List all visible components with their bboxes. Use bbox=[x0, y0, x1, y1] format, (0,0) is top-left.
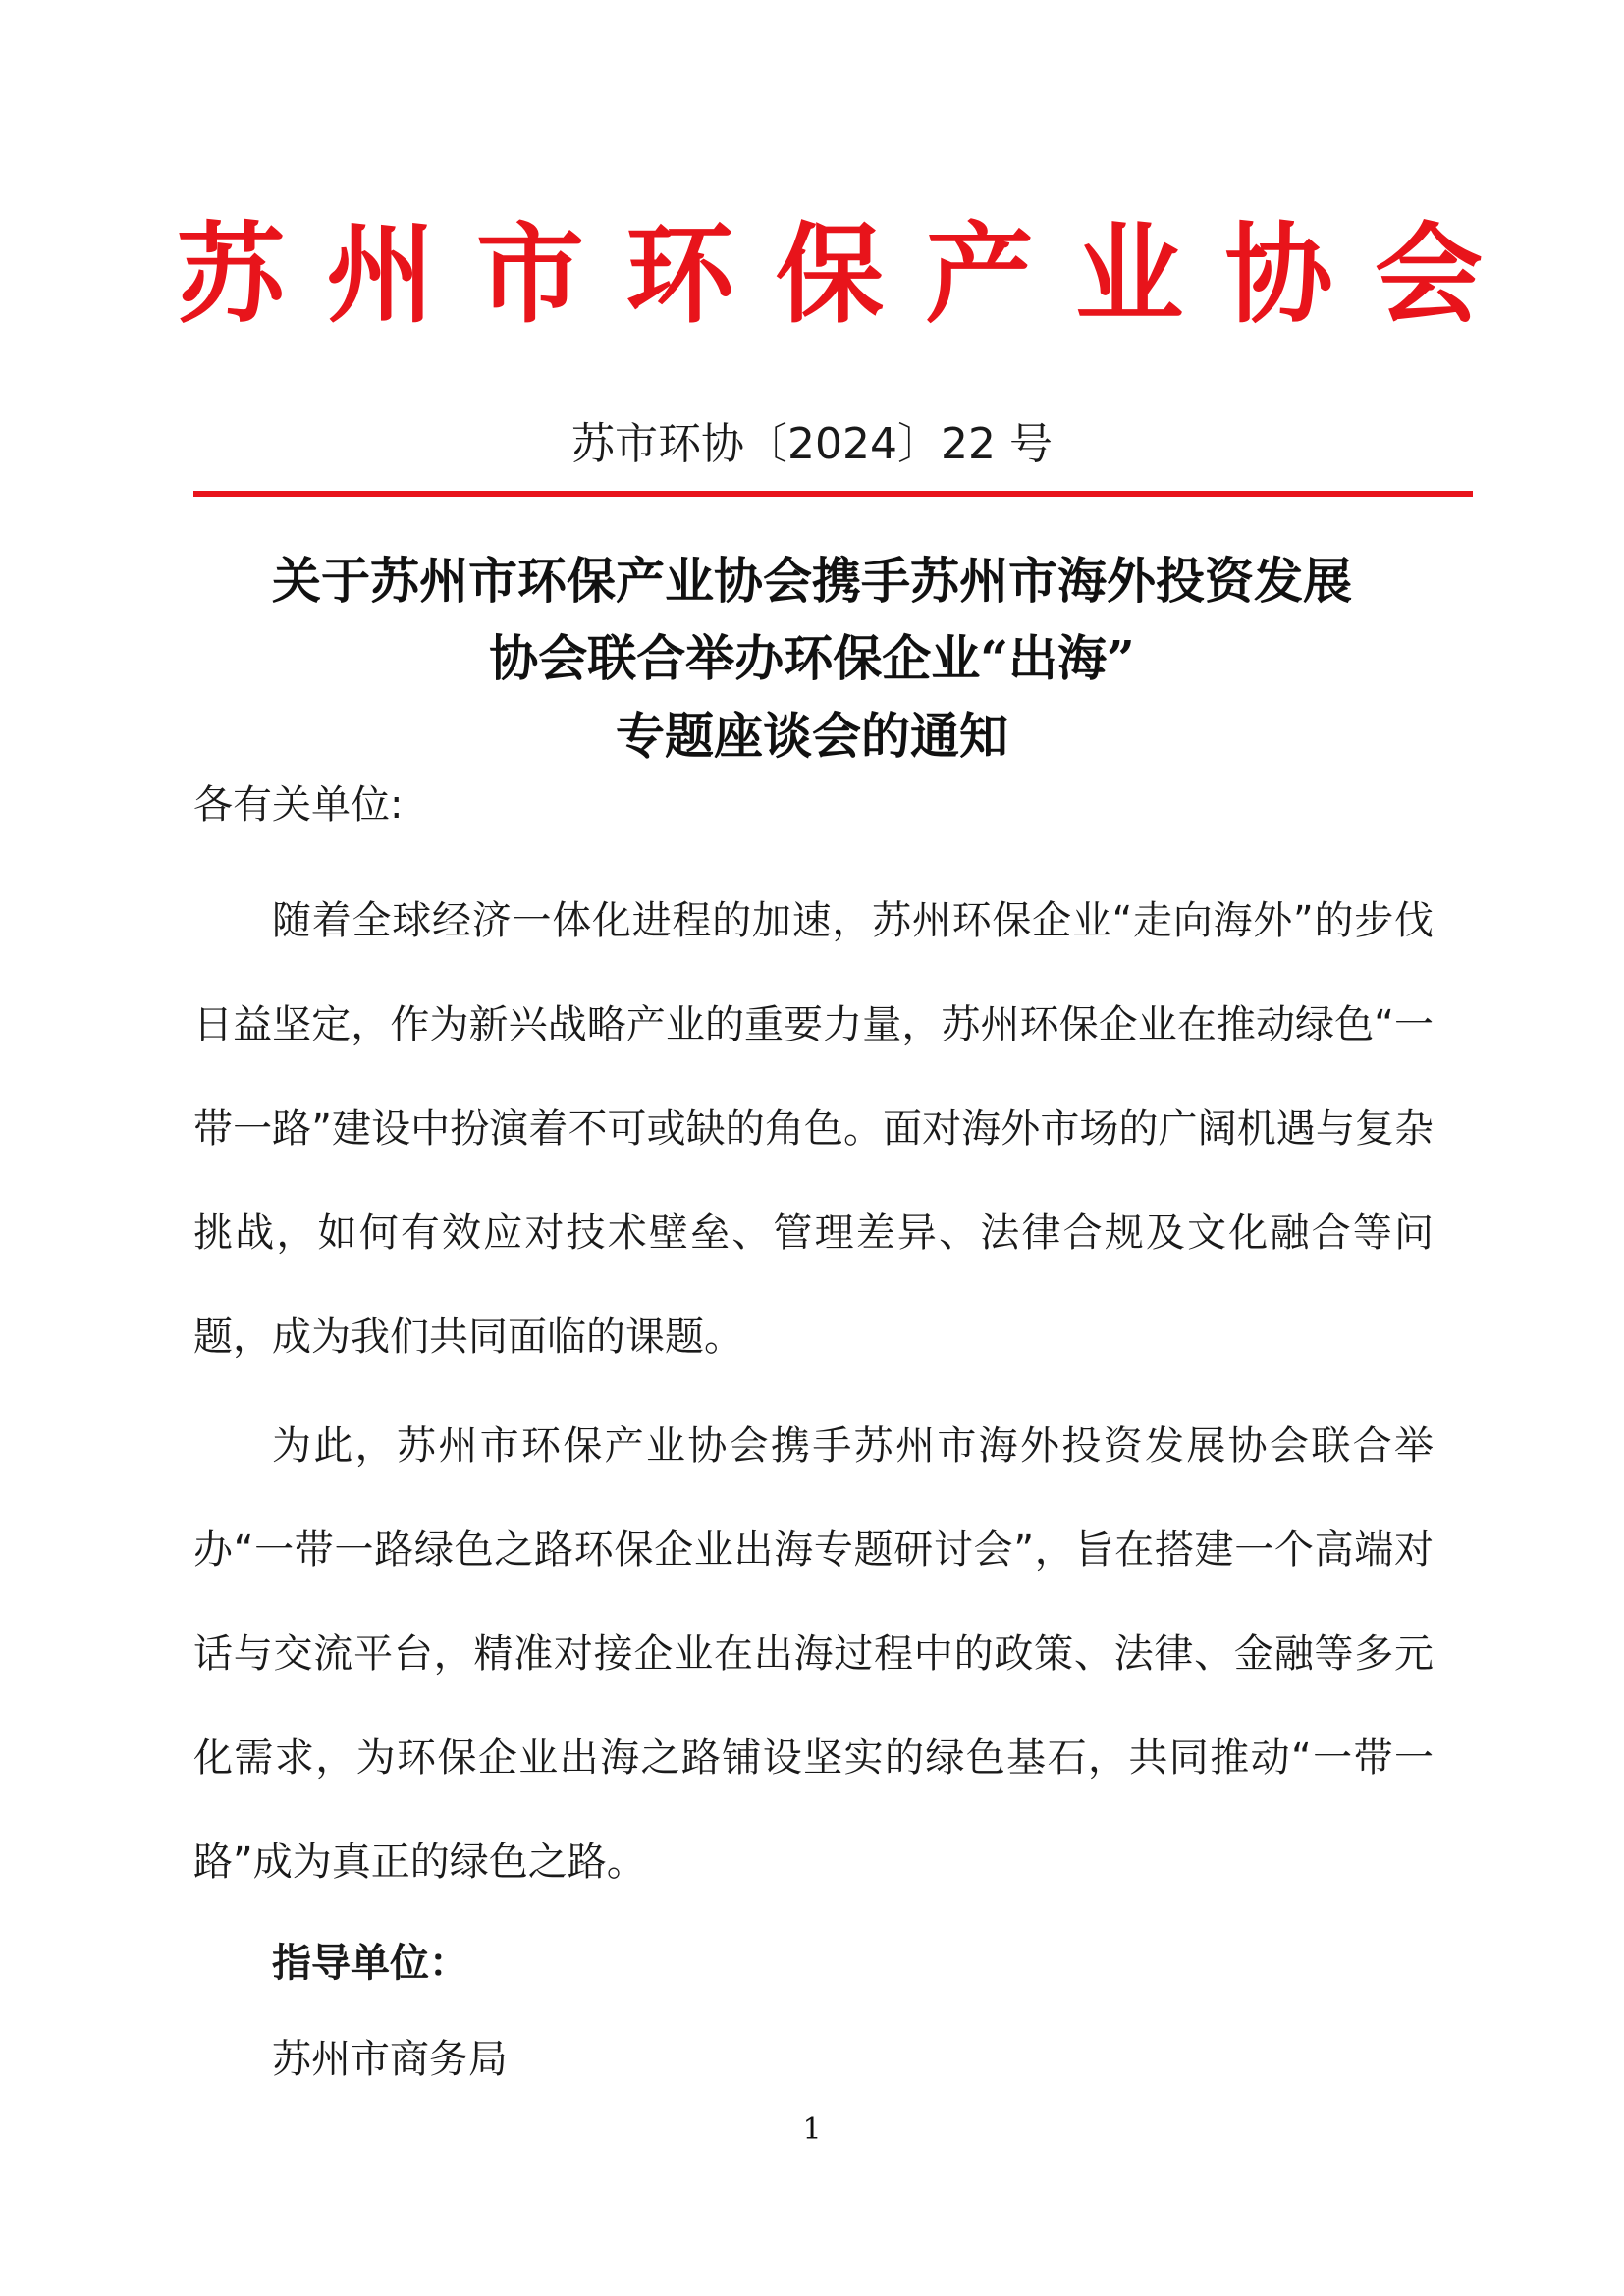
masthead-title bbox=[177, 211, 1483, 339]
salutation: 各有关单位: bbox=[193, 782, 404, 828]
guiding-unit-label: 指导单位： bbox=[272, 1941, 468, 1986]
masthead-char: 苏 bbox=[177, 211, 285, 338]
title-line: 协会联合举办环保企业“出海” bbox=[489, 629, 1135, 687]
page-number: 1 bbox=[802, 2112, 822, 2147]
notice-title bbox=[147, 542, 1477, 774]
masthead-char: 环 bbox=[625, 211, 734, 338]
masthead-char: 业 bbox=[1075, 211, 1183, 338]
guiding-unit-value: 苏州市商务局 bbox=[272, 2037, 508, 2082]
title-line: 关于苏州市环保产业协会携手苏州市海外投资发展 bbox=[272, 552, 1352, 610]
masthead-char: 保 bbox=[776, 211, 884, 338]
masthead-char: 协 bbox=[1224, 211, 1333, 338]
masthead-char: 产 bbox=[925, 211, 1034, 338]
body-paragraph-2: 为此，苏州市环保产业协会携手苏州市海外投资发展协会联合举办“一带一路绿色之路环保企业出海专题研讨会”，旨在搭建一个高端对话与交流平台，精准对接企业在出海过程中的政策、法律、金融等多元化需求，为环保企业出海之路铺设坚实的绿色基石，共同推动“一带一路”成为真正的绿色之路。 bbox=[193, 1423, 1434, 1885]
masthead-char: 市 bbox=[476, 211, 584, 338]
body-paragraph-1: 随着全球经济一体化进程的加速，苏州环保企业“走向海外”的步伐日益坚定，作为新兴战略产业的重要力量，苏州环保企业在推动绿色“一带一路”建设中扮演着不可或缺的角色。面对海外市场的广阔机遇与复杂挑战，如何有效应对技术壁垒、管理差异、法律合规及文化融合等问题，成为我们共同面临的课题。 bbox=[193, 898, 1434, 1360]
document-number: 苏市环协〔2024〕22 号 bbox=[571, 419, 1053, 469]
title-line: 专题座谈会的通知 bbox=[616, 707, 1008, 765]
masthead-char: 州 bbox=[326, 211, 435, 338]
masthead-char: 会 bbox=[1375, 211, 1483, 338]
red-divider-line bbox=[193, 491, 1473, 497]
